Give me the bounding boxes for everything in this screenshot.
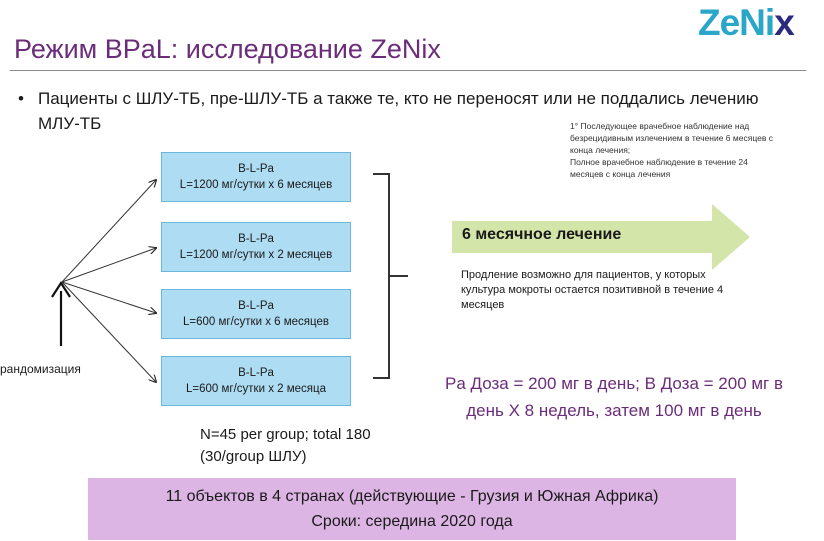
arm-regimen: B-L-Pa — [238, 163, 274, 175]
arm-dose: L=1200 мг/сутки х 6 месяцев — [179, 179, 333, 191]
arm-box-2 — [161, 222, 351, 272]
enrollment-line: (30/group ШЛУ) — [200, 448, 307, 465]
arms-bracket — [373, 174, 389, 378]
bullet-marker: • — [18, 89, 24, 108]
enrollment-info — [200, 424, 371, 468]
sites-banner — [88, 478, 736, 540]
slide-title: Режим BPaL: исследование ZeNix — [14, 34, 441, 64]
banner-line: 11 объектов в 4 странах (действующие - Грузия и Южная Африка) — [165, 488, 659, 505]
arm-box-4 — [161, 356, 351, 406]
branch-arrow-arm-2 — [62, 248, 156, 282]
dose-statement: Pa Доза = 200 мг в день; B Доза = 200 мг в день X 8 недель, затем 100 мг в день — [445, 374, 784, 420]
arm-regimen: B-L-Pa — [238, 300, 274, 312]
arm-regimen: B-L-Pa — [238, 233, 274, 245]
logo-accent-letter: x — [774, 2, 794, 43]
randomization-label: рандомизация — [0, 362, 81, 376]
logo-text: ZeNi — [698, 2, 775, 43]
arm-dose: L=1200 мг/сутки х 2 месяцев — [179, 249, 333, 261]
bullet-text: Пациенты с ШЛУ-ТБ, пре-ШЛУ-ТБ а также те, кто не переносят или не поддались лечению МЛУ-ТБ — [38, 89, 759, 133]
arm-box-3 — [161, 289, 351, 339]
banner-line: Сроки: середина 2020 года — [311, 513, 513, 530]
arm-dose: L=600 мг/сутки х 6 месяцев — [183, 316, 329, 328]
footnote-line: Полное врачебное наблюдение в течение 24 месяцев с конца лечения — [570, 157, 748, 179]
extension-note: Продление возможно для пациентов, у которых культура мокроты остается позитивной в течение 4 месяцев — [461, 269, 724, 311]
footnote-line: 1° Последующее врачебное наблюдение над безрецидивным излечением в течение 6 месяцев с конца лечения; — [570, 121, 773, 155]
arm-regimen: B-L-Pa — [238, 367, 274, 379]
enrollment-line: N=45 per group; total 180 — [200, 426, 371, 443]
branch-arrow-arm-1 — [62, 180, 156, 282]
arm-box-1 — [161, 152, 351, 202]
treatment-arrow-label: 6 месячное лечение — [462, 226, 622, 243]
arm-dose: L=600 мг/сутки х 2 месяца — [185, 383, 326, 395]
